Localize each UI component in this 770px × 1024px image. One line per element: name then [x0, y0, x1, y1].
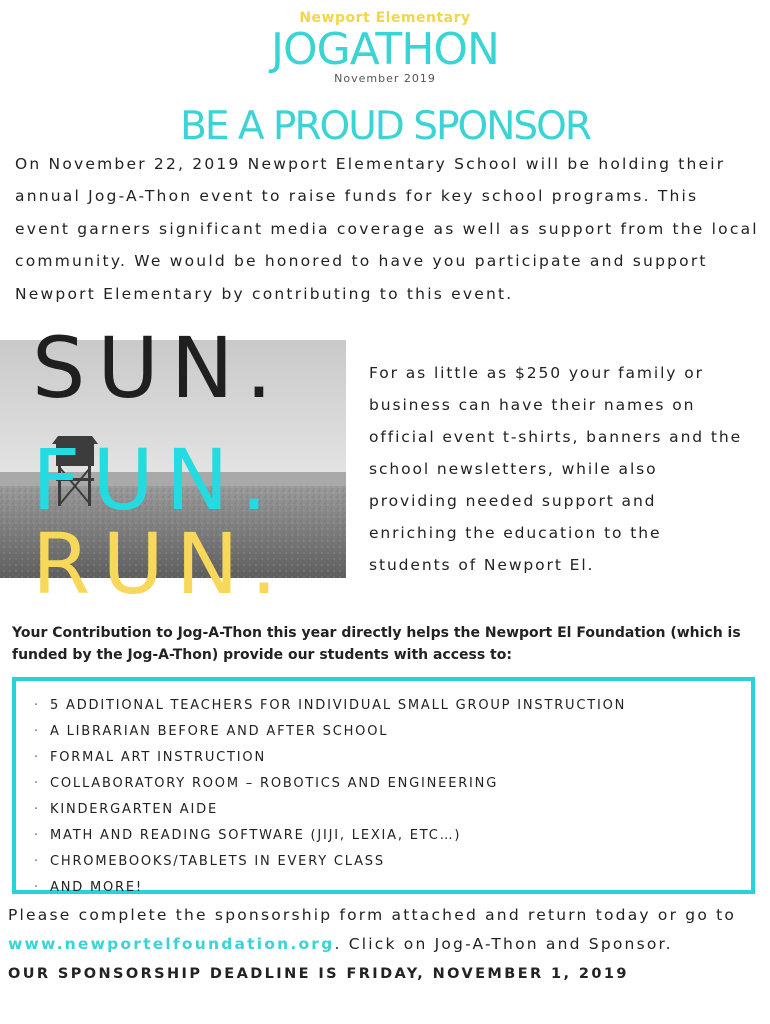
benefit-label: FORMAL ART INSTRUCTION	[50, 750, 266, 765]
benefit-label: KINDERGARTEN AIDE	[50, 802, 218, 817]
benefit-label: COLLABORATORY ROOM – ROBOTICS AND ENGINEERING	[50, 776, 499, 791]
bullet-icon: ·	[34, 802, 40, 817]
benefit-label: CHROMEBOOKS/TABLETS IN EVERY CLASS	[50, 854, 385, 869]
benefits-list	[16, 681, 751, 901]
bullet-icon: ·	[34, 854, 40, 869]
list-item	[34, 875, 751, 901]
bullet-icon: ·	[34, 776, 40, 791]
bullet-icon: ·	[34, 828, 40, 843]
bullet-icon: ·	[34, 880, 40, 895]
foundation-link[interactable]: www.newportelfoundation.org	[8, 935, 335, 953]
list-item	[34, 693, 751, 719]
list-item	[34, 719, 751, 745]
deadline-text: OUR SPONSORSHIP DEADLINE IS FRIDAY, NOVEMBER 1, 2019	[8, 966, 629, 982]
benefit-label: AND MORE!	[50, 880, 143, 895]
list-item	[34, 849, 751, 875]
cta-text-after: . Click on Jog-A-Thon and Sponsor.	[334, 935, 673, 953]
fun-word: FUN.	[32, 431, 280, 529]
bullet-icon: ·	[34, 750, 40, 765]
benefits-box	[12, 677, 755, 894]
run-word: RUN.	[32, 515, 290, 613]
contribution-text: Your Contribution to Jog-A-Thon this year directly helps the Newport El Foundation (which is funded by the Jog-A-Thon) provide our students with access to:	[12, 625, 741, 663]
bullet-icon: ·	[34, 724, 40, 739]
sun-word: SUN.	[32, 319, 285, 417]
event-title: JOGATHON	[271, 24, 499, 75]
list-item	[34, 745, 751, 771]
page-headline: BE A PROUD SPONSOR	[180, 104, 590, 149]
bullet-icon: ·	[34, 698, 40, 713]
call-to-action	[8, 901, 768, 959]
sponsor-pitch: For as little as $250 your family or business can have their names on official event t-shirts, banners and the school newsletters, while also providing needed support and enriching the education to the students of Newport El.	[369, 364, 743, 574]
benefit-label: 5 ADDITIONAL TEACHERS FOR INDIVIDUAL SMALL GROUP INSTRUCTION	[50, 698, 627, 713]
benefit-label: A LIBRARIAN BEFORE AND AFTER SCHOOL	[50, 724, 389, 739]
list-item	[34, 771, 751, 797]
intro-paragraph: On November 22, 2019 Newport Elementary School will be holding their annual Jog-A-Thon event to raise funds for key school programs. This event garners significant media coverage as well as support from the local community. We would be honored to have you participate and support Newport Elementary by contributing to this event.	[15, 155, 759, 303]
cta-text-before: Please complete the sponsorship form attached and return today or go to	[8, 906, 737, 924]
benefit-label: MATH AND READING SOFTWARE (JIJI, LEXIA, ETC…)	[50, 828, 462, 843]
school-name: Newport Elementary	[299, 10, 471, 26]
list-item	[34, 823, 751, 849]
event-month: November 2019	[334, 72, 436, 85]
list-item	[34, 797, 751, 823]
